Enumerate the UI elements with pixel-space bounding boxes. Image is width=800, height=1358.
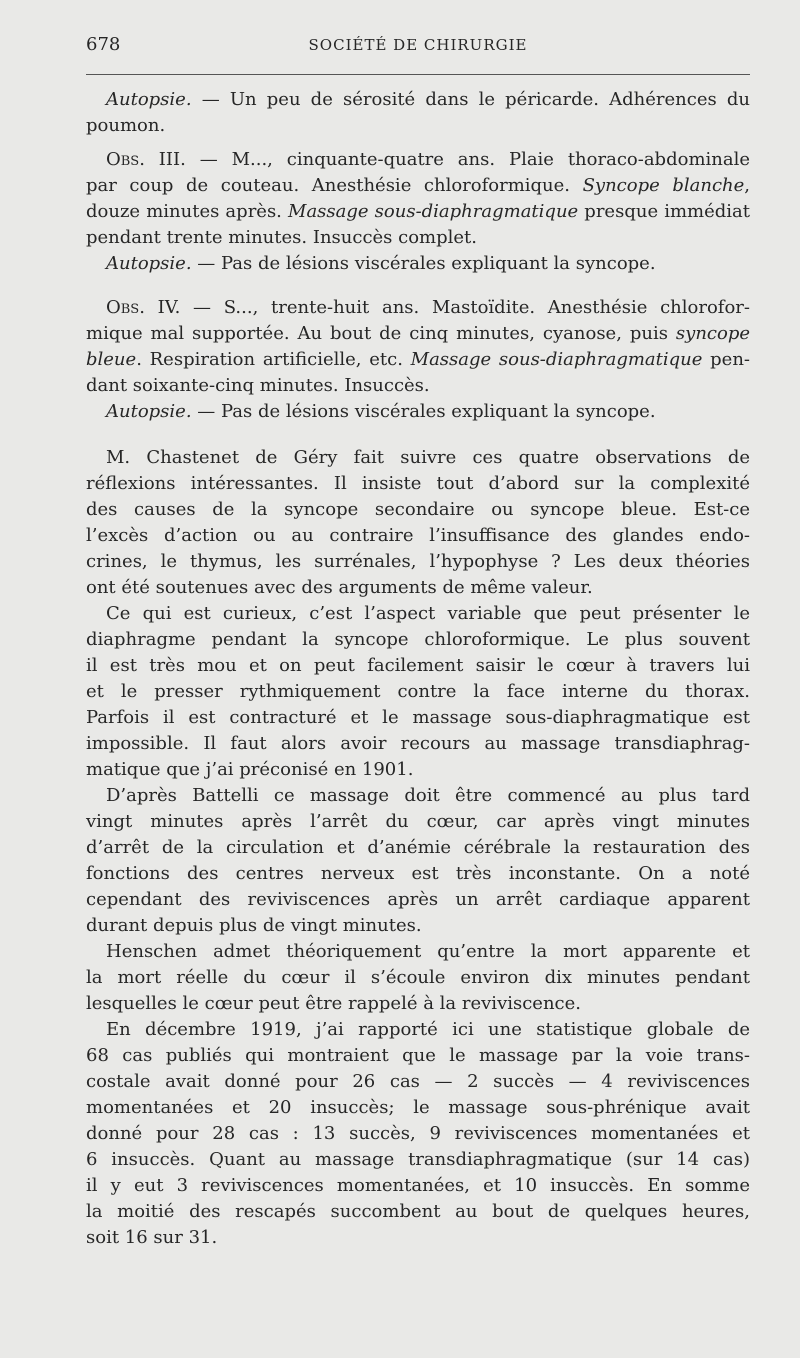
text-line: cependant des reviviscences après un arrêt cardiaque apparent (86, 889, 750, 910)
text-line: Henschen admet théoriquement qu’entre la mort apparente et (106, 941, 750, 962)
text-line: il y eut 3 reviviscences momentanées, et 10 insuccès. En somme (86, 1175, 750, 1196)
text-line: durant depuis plus de vingt minutes. (86, 915, 422, 936)
text-line: des causes de la syncope secondaire ou syncope bleue. Est-ce (86, 499, 750, 520)
page-header (86, 34, 750, 62)
text-line: pendant trente minutes. Insuccès complet. (86, 227, 478, 248)
text-line: réflexions intéressantes. Il insiste tout d’abord sur la complexité (86, 473, 750, 494)
text-line: M. Chastenet de Géry fait suivre ces quatre observations de (106, 447, 750, 468)
text-line: En décembre 1919, j’ai rapporté ici une statistique globale de (106, 1019, 750, 1040)
text-line: Obs. III. — M..., cinquante-quatre ans. Plaie thoraco-abdominale (106, 149, 750, 170)
text-line: d’arrêt de la circulation et d’anémie cérébrale la restauration des (86, 837, 750, 858)
text-line: et le presser rythmiquement contre la face interne du thorax. (86, 681, 750, 702)
text-line: l’excès d’action ou au contraire l’insuffisance des glandes endo- (86, 525, 750, 546)
text-line: vingt minutes après l’arrêt du cœur, car après vingt minutes (86, 811, 750, 832)
page-number: 678 (86, 34, 121, 55)
text-line: Obs. IV. — S..., trente-huit ans. Mastoïdite. Anesthésie chlorofor- (106, 297, 750, 318)
text-line: douze minutes après. Massage sous-diaphragmatique presque immédiat (86, 201, 750, 222)
text-line: 6 insuccès. Quant au massage transdiaphragmatique (sur 14 cas) (86, 1149, 750, 1170)
text-line: dant soixante-cinq minutes. Insuccès. (86, 375, 430, 396)
text-line: poumon. (86, 115, 166, 136)
text-line: impossible. Il faut alors avoir recours au massage transdiaphrag- (86, 733, 750, 754)
text-line: par coup de couteau. Anesthésie chloroformique. Syncope blanche, (86, 175, 750, 196)
text-line: fonctions des centres nerveux est très inconstante. On a noté (86, 863, 750, 884)
text-line: Autopsie. — Pas de lésions viscérales expliquant la syncope. (106, 253, 656, 274)
running-title: SOCIÉTÉ DE CHIRURGIE (308, 36, 528, 54)
text-line: Ce qui est curieux, c’est l’aspect variable que peut présenter le (106, 603, 750, 624)
text-line: lesquelles le cœur peut être rappelé à la reviviscence. (86, 993, 582, 1014)
header-rule (86, 74, 750, 75)
text-line: D’après Battelli ce massage doit être commencé au plus tard (106, 785, 750, 806)
text-line: diaphragme pendant la syncope chloroformique. Le plus souvent (86, 629, 750, 650)
text-line: donné pour 28 cas : 13 succès, 9 reviviscences momentanées et (86, 1123, 750, 1144)
text-line: soit 16 sur 31. (86, 1227, 218, 1248)
text-line: Parfois il est contracturé et le massage sous-diaphragmatique est (86, 707, 750, 728)
text-line: 68 cas publiés qui montraient que le massage par la voie trans- (86, 1045, 750, 1066)
text-line: momentanées et 20 insuccès; le massage sous-phrénique avait (86, 1097, 750, 1118)
text-line: costale avait donné pour 26 cas — 2 succès — 4 reviviscences (86, 1071, 750, 1092)
text-line: matique que j’ai préconisé en 1901. (86, 759, 414, 780)
text-line: Autopsie. — Un peu de sérosité dans le péricarde. Adhérences du (106, 89, 750, 110)
text-line: la moitié des rescapés succombent au bout de quelques heures, (86, 1201, 750, 1222)
text-line: il est très mou et on peut facilement saisir le cœur à travers lui (86, 655, 750, 676)
text-line: bleue. Respiration artificielle, etc. Massage sous-diaphragmatique pen- (86, 349, 751, 370)
text-line: ont été soutenues avec des arguments de même valeur. (86, 577, 593, 598)
text-line: crines, le thymus, les surrénales, l’hypophyse ? Les deux théories (86, 551, 750, 572)
text-line: Autopsie. — Pas de lésions viscérales expliquant la syncope. (106, 401, 656, 422)
text-line: mique mal supportée. Au bout de cinq minutes, cyanose, puis syncope (86, 323, 750, 344)
text-line: la mort réelle du cœur il s’écoule environ dix minutes pendant (86, 967, 750, 988)
